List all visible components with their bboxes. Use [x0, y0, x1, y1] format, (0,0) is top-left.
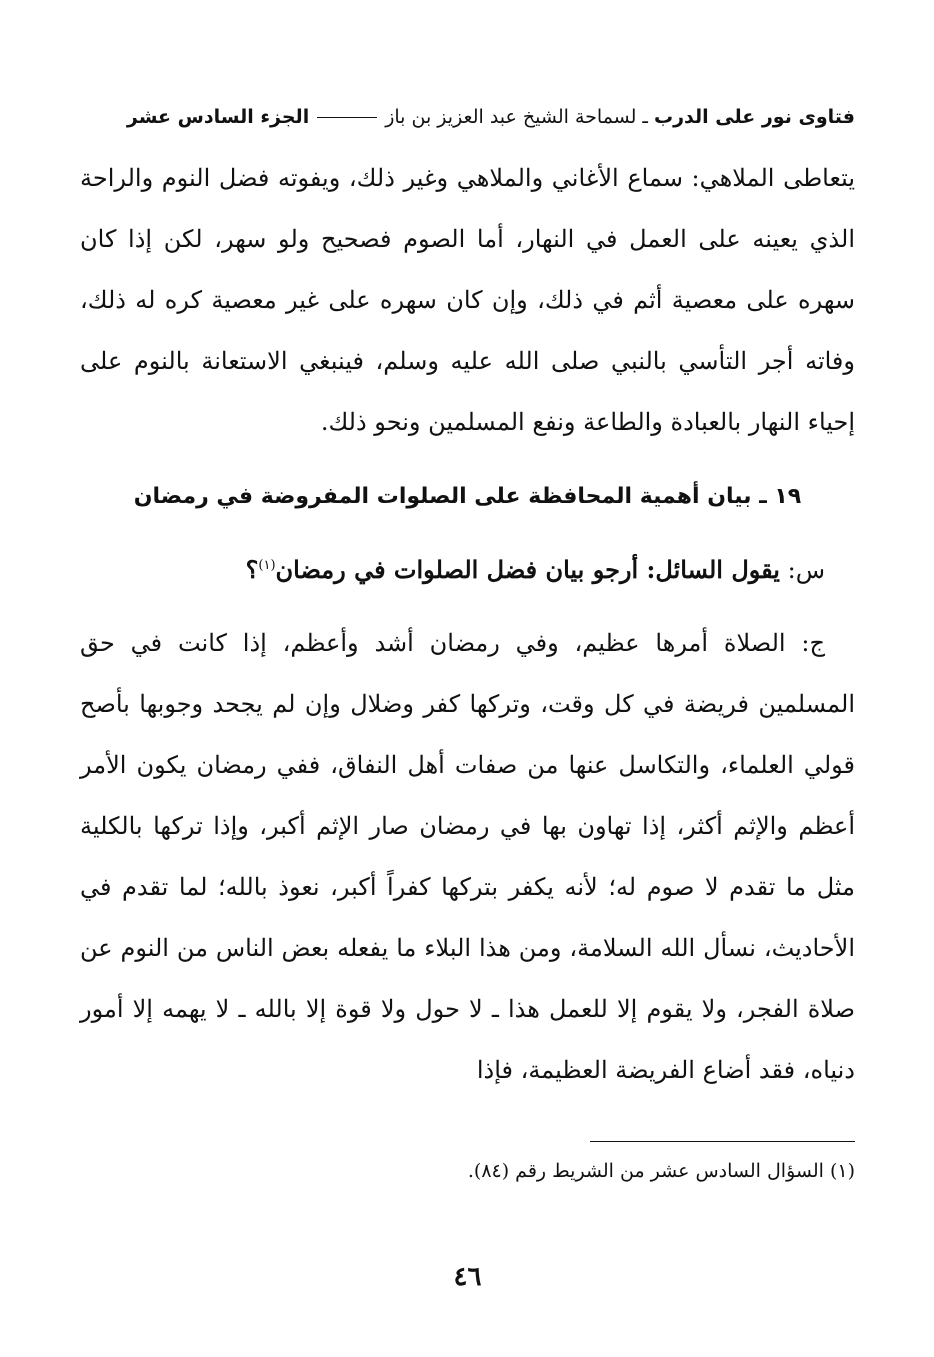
header-dash: ـ: [642, 106, 648, 128]
book-title: فتاوى نور على الدرب: [654, 106, 855, 128]
section-title: ١٩ ـ بيان أهمية المحافظة على الصلوات المفروضة في رمضان: [133, 484, 802, 509]
volume-label: الجزء السادس عشر: [126, 106, 310, 128]
author-name: لسماحة الشيخ عبد العزيز بن باز: [385, 106, 637, 128]
question-prefix: س:: [779, 556, 825, 584]
footnote-divider: [590, 1141, 855, 1142]
footnote: (١) السؤال السادس عشر من الشريط رقم (٨٤).: [467, 1160, 855, 1182]
header-rule: [317, 117, 377, 118]
page-number: ٤٦: [453, 1262, 482, 1292]
question: [80, 541, 855, 595]
question-text: يقول السائل: أرجو بيان فضل الصلوات في رمضان: [275, 555, 780, 584]
document-page: [80, 100, 855, 1320]
answer-paragraph: ج: الصلاة أمرها عظيم، وفي رمضان أشد وأعظم، إذا كانت في حق المسلمين فريضة في كل وقت، وتركها كفر وضلال وإن لم يجحد وجوبها بأصح قولي العلماء، والتكاسل عنها من صفات أهل النفاق، ففي رمضان يكون الأمر أعظم والإثم أكثر، إذا تهاون بها في رمضان صار الإثم أكبر، وإذا تركها بالكلية مثل ما تقدم لا صوم له؛ لأنه يكفر بتركها كفراً أكبر، نعوذ بالله؛ لما تقدم في الأحاديث، نسأل الله السلامة، ومن هذا البلاء ما يفعله بعض الناس من النوم عن صلاة الفجر، ولا يقوم إلا للعمل هذا ـ لا حول ولا قوة إلا بالله ـ لا يهمه إلا أمور دنياه، فقد أضاع الفريضة العظيمة، فإذا: [80, 629, 856, 1084]
running-header: [80, 100, 855, 134]
footnote-reference[interactable]: (١): [258, 558, 276, 573]
intro-paragraph: يتعاطى الملاهي: سماع الأغاني والملاهي وغير ذلك، ويفوته فضل النوم والراحة الذي يعينه على العمل في النهار، أما الصوم فصحيح ولو سهر، لكن إذا كان سهره على معصية أثم في ذلك، وإن كان سهره على غير معصية كره له ذلك، وفاته أجر التأسي بالنبي صلى الله عليه وسلم، فينبغي الاستعانة بالنوم على إحياء النهار بالعبادة والطاعة ونفع المسلمين ونحو ذلك.: [80, 164, 855, 436]
question-mark: ؟: [245, 555, 259, 584]
